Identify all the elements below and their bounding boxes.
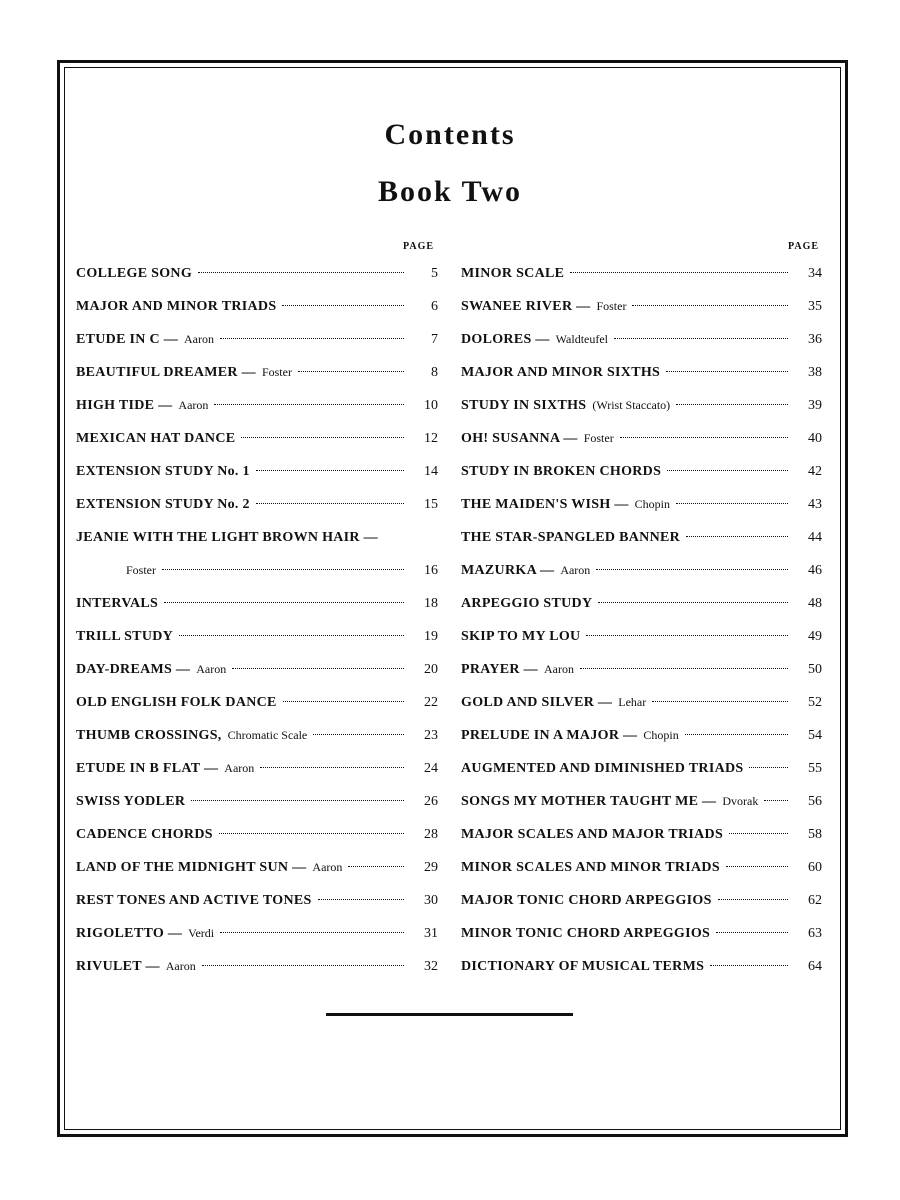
entry-title: THE MAIDEN'S WISH — [461,497,629,512]
entry-page-number: 52 [808,695,822,710]
toc-entry [76,323,438,356]
entry-page-number: 35 [808,299,822,314]
entry-title: DOLORES — [461,332,550,347]
toc-entry [461,851,822,884]
toc-entry [76,290,438,323]
dot-leader [764,800,788,801]
toc-entry [461,752,822,785]
toc-entry [461,917,822,950]
entry-page-number: 6 [431,299,438,314]
dot-leader [298,371,404,372]
toc-entry [76,950,438,983]
entry-composer: Foster [261,365,292,379]
entry-page-number: 32 [424,959,438,974]
entry-composer: Chopin [643,728,679,742]
entry-title: OLD ENGLISH FOLK DANCE [76,695,277,710]
toc-entry [461,521,822,554]
toc-entry [76,719,438,752]
dot-leader [716,932,788,933]
entry-page-number: 49 [808,629,822,644]
entry-title: MINOR SCALES AND MINOR TRIADS [461,860,720,875]
toc-entry [461,884,822,917]
entry-page-number: 20 [424,662,438,677]
entry-title: REST TONES AND ACTIVE TONES [76,893,312,908]
entry-title: INTERVALS [76,596,159,611]
entry-composer: Foster [126,563,156,577]
entry-title: MAZURKA — [461,563,555,578]
entry-title: SWANEE RIVER — [461,299,591,314]
entry-title: SONGS MY MOTHER TAUGHT ME — [461,794,717,809]
dot-leader [260,767,404,768]
toc-entry [76,554,438,587]
toc-entry [76,884,438,917]
entry-page-number: 18 [424,596,438,611]
toc-entry [461,356,822,389]
dot-leader [632,305,788,306]
dot-leader [283,701,404,702]
toc-entry [461,389,822,422]
entry-page-number: 10 [424,398,438,413]
entry-page-number: 42 [808,464,822,479]
closing-rule [326,1013,573,1016]
entry-composer: Foster [583,431,614,445]
entry-title: OH! SUSANNA — [461,431,578,446]
entry-title: CADENCE CHORDS [76,827,213,842]
toc-entry [461,653,822,686]
page-title: Contents [384,118,516,151]
entry-title: BEAUTIFUL DREAMER — [76,365,256,380]
entry-composer: Aaron [312,860,343,874]
entry-composer: Aaron [560,563,591,577]
entry-page-number: 8 [431,365,438,380]
entry-page-number: 23 [424,728,438,743]
dot-leader [676,404,788,405]
entry-page-number: 58 [808,827,822,842]
entry-composer: Aaron [196,662,227,676]
entry-title: COLLEGE SONG [76,266,193,281]
entry-page-number: 43 [808,497,822,512]
contents-list-left [76,257,438,983]
entry-title: EXTENSION STUDY No. 1 [76,464,250,479]
dot-leader [726,866,788,867]
toc-entry [76,389,438,422]
dot-leader [685,734,788,735]
dot-leader [749,767,788,768]
entry-title: ETUDE IN B FLAT — [76,761,219,776]
entry-page-number: 12 [424,431,438,446]
page-column-label-right: PAGE [788,241,820,252]
entry-title: PRELUDE IN A MAJOR — [461,728,638,743]
toc-entry [76,620,438,653]
toc-entry [76,818,438,851]
entry-composer: Lehar [618,695,647,709]
toc-entry [76,422,438,455]
dot-leader [667,470,788,471]
entry-title: SWISS YODLER [76,794,186,809]
dot-leader [232,668,404,669]
toc-entry [461,686,822,719]
entry-title: MAJOR AND MINOR SIXTHS [461,365,661,380]
toc-entry [461,257,822,290]
toc-entry [76,488,438,521]
entry-page-number: 29 [424,860,438,875]
entry-title: MINOR TONIC CHORD ARPEGGIOS [461,926,711,941]
entry-title: MAJOR SCALES AND MAJOR TRIADS [461,827,724,842]
dot-leader [586,635,788,636]
entry-page-number: 5 [431,266,438,281]
dot-leader [676,503,788,504]
entry-title: RIGOLETTO — [76,926,183,941]
dot-leader [598,602,788,603]
toc-entry [461,587,822,620]
entry-title: MAJOR AND MINOR TRIADS [76,299,277,314]
dot-leader [570,272,788,273]
dot-leader [686,536,788,537]
entry-title: THE STAR-SPANGLED BANNER [461,530,681,545]
entry-page-number: 31 [424,926,438,941]
contents-list-right [461,257,822,983]
toc-entry [76,653,438,686]
dot-leader [620,437,788,438]
toc-entry [461,950,822,983]
entry-page-number: 15 [424,497,438,512]
entry-page-number: 44 [808,530,822,545]
entry-title: DICTIONARY OF MUSICAL TERMS [461,959,705,974]
entry-page-number: 34 [808,266,822,281]
toc-entry [76,752,438,785]
entry-page-number: 46 [808,563,822,578]
toc-entry [461,290,822,323]
toc-entry [461,323,822,356]
dot-leader [652,701,788,702]
entry-page-number: 39 [808,398,822,413]
toc-entry [76,356,438,389]
entry-page-number: 38 [808,365,822,380]
entry-title: EXTENSION STUDY No. 2 [76,497,250,512]
entry-page-number: 36 [808,332,822,347]
entry-title: MAJOR TONIC CHORD ARPEGGIOS [461,893,712,908]
entry-title: ARPEGGIO STUDY [461,596,593,611]
entry-composer: Chopin [634,497,670,511]
entry-page-number: 7 [431,332,438,347]
entry-page-number: 54 [808,728,822,743]
entry-page-number: 55 [808,761,822,776]
entry-composer: Dvorak [722,794,759,808]
entry-composer: Foster [596,299,627,313]
entry-page-number: 19 [424,629,438,644]
entry-title: THUMB CROSSINGS, [76,728,222,743]
toc-entry [461,455,822,488]
toc-entry [76,917,438,950]
dot-leader [191,800,404,801]
entry-page-number: 14 [424,464,438,479]
dot-leader [256,503,404,504]
dot-leader [256,470,404,471]
entry-page-number: 26 [424,794,438,809]
entry-title: PRAYER — [461,662,538,677]
entry-composer: Chromatic Scale [227,728,308,742]
toc-entry [461,818,822,851]
entry-title: JEANIE WITH THE LIGHT BROWN HAIR — [76,530,378,545]
toc-entry [76,686,438,719]
entry-title: MEXICAN HAT DANCE [76,431,236,446]
entry-page-number: 40 [808,431,822,446]
entry-title: STUDY IN BROKEN CHORDS [461,464,662,479]
entry-page-number: 60 [808,860,822,875]
dot-leader [596,569,788,570]
dot-leader [202,965,404,966]
toc-entry [76,587,438,620]
entry-composer: Aaron [165,959,196,973]
entry-title: HIGH TIDE — [76,398,173,413]
toc-entry [76,785,438,818]
entry-composer: Aaron [543,662,574,676]
dot-leader [241,437,404,438]
entry-composer: Aaron [178,398,209,412]
dot-leader [220,932,404,933]
dot-leader [214,404,404,405]
dot-leader [348,866,404,867]
entry-title: TRILL STUDY [76,629,174,644]
entry-page-number: 64 [808,959,822,974]
toc-entry [461,488,822,521]
entry-page-number: 56 [808,794,822,809]
dot-leader [198,272,404,273]
dot-leader [313,734,404,735]
entry-title: ETUDE IN C — [76,332,179,347]
entry-page-number: 50 [808,662,822,677]
entry-composer: Aaron [224,761,255,775]
entry-title: AUGMENTED AND DIMINISHED TRIADS [461,761,744,776]
dot-leader [318,899,404,900]
entry-composer: (Wrist Staccato) [592,398,671,412]
entry-page-number: 16 [424,563,438,578]
dot-leader [282,305,404,306]
dot-leader [729,833,788,834]
entry-title: LAND OF THE MIDNIGHT SUN — [76,860,307,875]
entry-page-number: 28 [424,827,438,842]
entry-composer: Waldteufel [555,332,609,346]
toc-entry [461,620,822,653]
page-column-label-left: PAGE [403,241,435,252]
toc-entry [76,851,438,884]
toc-entry [461,422,822,455]
toc-entry [461,719,822,752]
toc-entry [461,554,822,587]
toc-entry [76,521,438,554]
toc-entry [76,257,438,290]
entry-page-number: 63 [808,926,822,941]
entry-page-number: 62 [808,893,822,908]
dot-leader [162,569,404,570]
dot-leader [710,965,788,966]
dot-leader [718,899,788,900]
dot-leader [179,635,404,636]
toc-entry [76,455,438,488]
entry-title: DAY-DREAMS — [76,662,191,677]
entry-page-number: 24 [424,761,438,776]
dot-leader [666,371,788,372]
dot-leader [580,668,788,669]
entry-title: GOLD AND SILVER — [461,695,613,710]
toc-entry [461,785,822,818]
dot-leader [164,602,404,603]
dot-leader [614,338,788,339]
entry-page-number: 22 [424,695,438,710]
book-subtitle: Book Two [377,175,523,208]
entry-composer: Verdi [188,926,215,940]
entry-title: MINOR SCALE [461,266,565,281]
entry-title: SKIP TO MY LOU [461,629,581,644]
entry-composer: Aaron [184,332,215,346]
dot-leader [219,833,404,834]
entry-title: RIVULET — [76,959,160,974]
entry-page-number: 48 [808,596,822,611]
entry-title: STUDY IN SIXTHS [461,398,587,413]
entry-page-number: 30 [424,893,438,908]
dot-leader [220,338,404,339]
